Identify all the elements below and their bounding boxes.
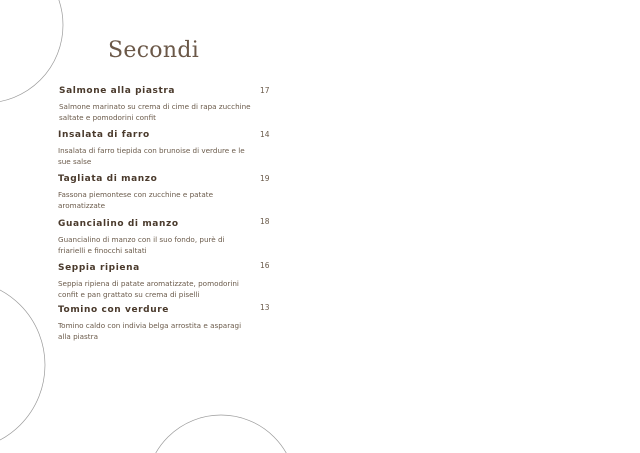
bottom-arc <box>146 415 296 453</box>
item-name: Seppia ripiena <box>58 263 140 273</box>
item-name: Tomino con verdure <box>58 305 169 315</box>
item-name: Guancialino di manzo <box>58 219 179 229</box>
menu-item <box>58 304 278 342</box>
menu-item <box>58 173 278 211</box>
item-name: Tagliata di manzo <box>58 174 158 184</box>
item-description: Guancialino di manzo con il suo fondo, purè di friarielli e finocchi saltati <box>58 235 225 255</box>
item-price: 14 <box>260 130 270 139</box>
item-description: Tomino caldo con indivia belga arrostita e asparagi alla piastra <box>58 321 242 341</box>
item-description: Seppia ripiena di patate aromatizzate, pomodorini confit e pan grattato su crema di piselli <box>58 279 239 299</box>
menu-item <box>58 262 278 300</box>
item-price: 16 <box>260 261 270 270</box>
item-price: 18 <box>260 217 270 226</box>
item-description: Salmone marinato su crema di cime di rapa zucchine saltate e pomodorini confit <box>59 102 251 122</box>
menu-item <box>58 85 278 123</box>
item-price: 19 <box>260 174 270 183</box>
item-price: 17 <box>260 86 270 95</box>
menu-item <box>58 218 278 256</box>
item-name: Insalata di farro <box>58 130 150 140</box>
section-title: Secondi <box>108 38 200 63</box>
item-description: Fassona piemontese con zucchine e patate aromatizzate <box>58 190 214 210</box>
item-price: 13 <box>260 303 270 312</box>
menu-item <box>58 129 278 167</box>
item-description: Insalata di farro tiepida con brunoise di verdure e le sue salse <box>58 146 245 166</box>
top-left-arc <box>0 0 63 103</box>
left-arc <box>0 280 45 450</box>
item-name: Salmone alla piastra <box>59 86 176 96</box>
